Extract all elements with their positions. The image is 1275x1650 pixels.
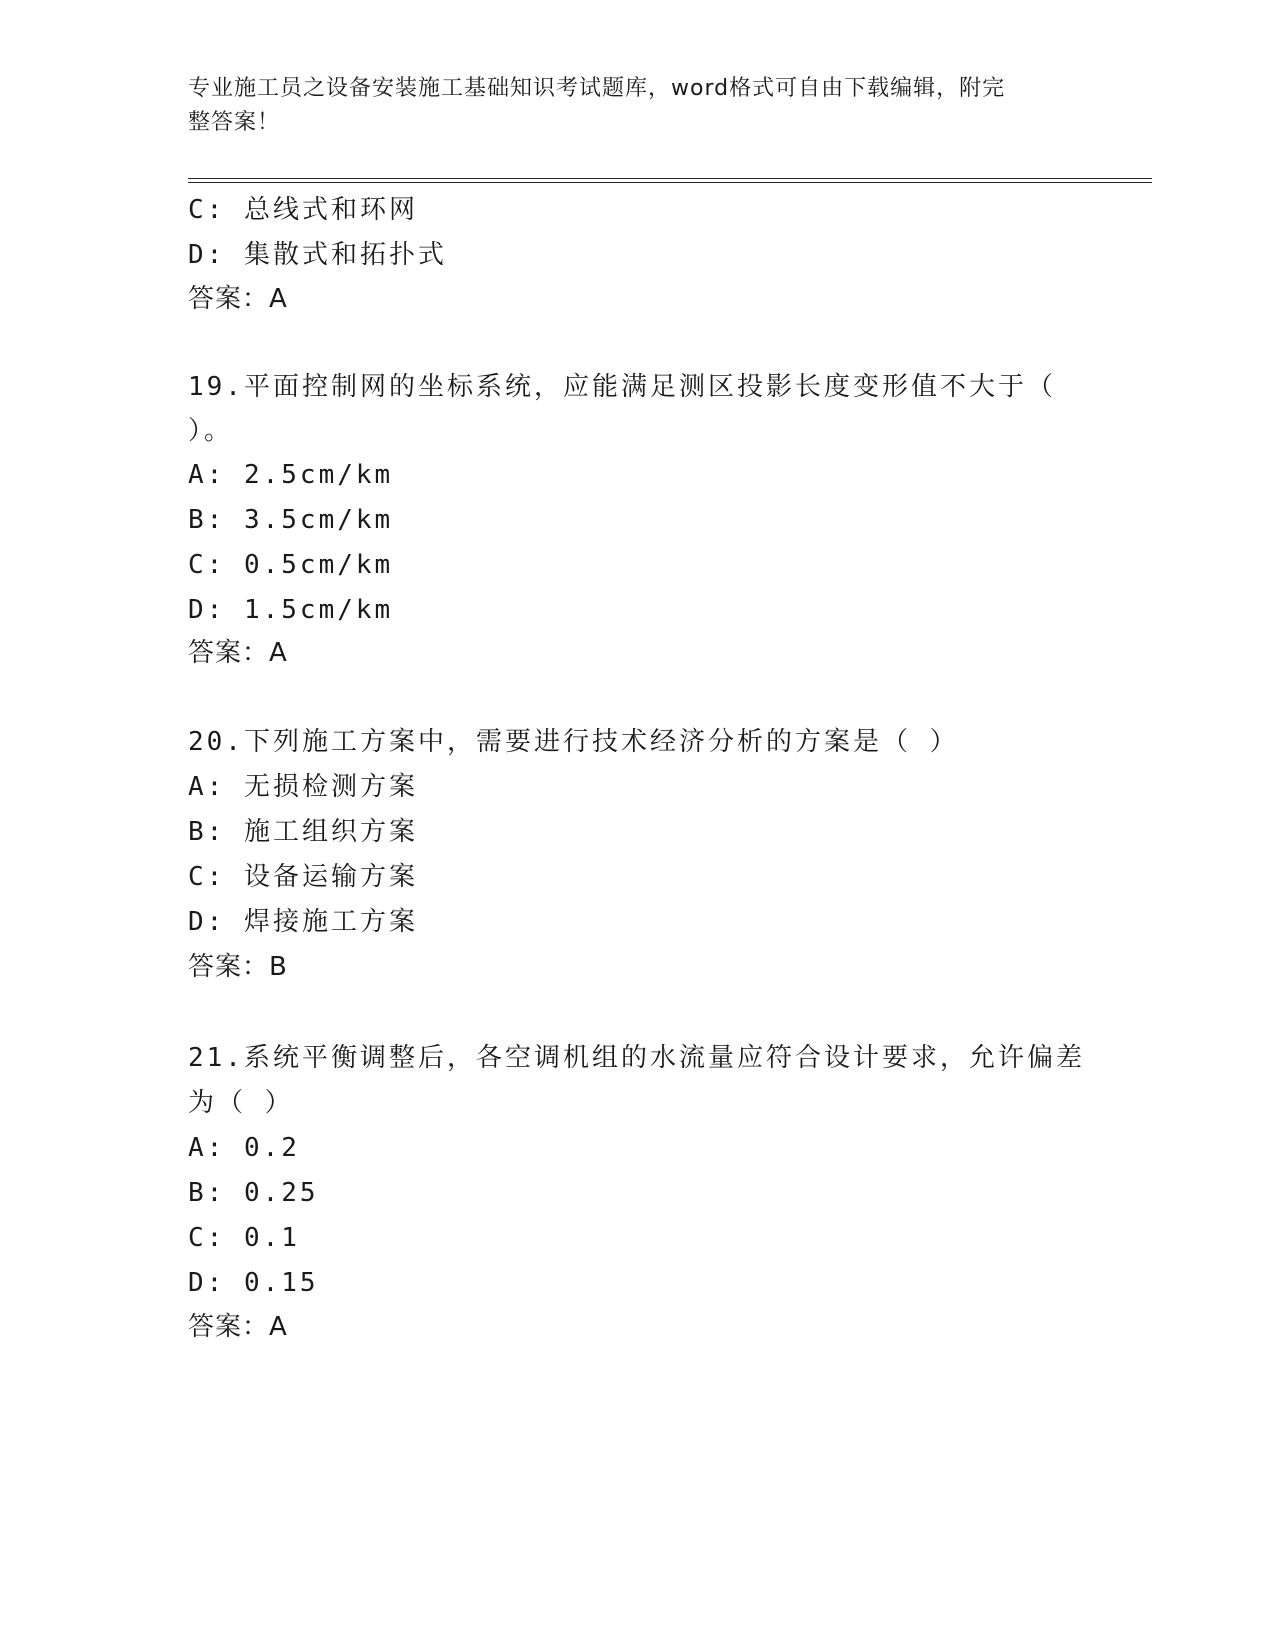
q20-option-d: D: 焊接施工方案: [188, 907, 418, 937]
q19-option-a: A: 2.5cm/km: [188, 460, 394, 490]
q19-option-d: D: 1.5cm/km: [188, 595, 394, 625]
prev-answer: 答案：A: [188, 284, 288, 314]
q21-option-a: A: 0.2: [188, 1133, 300, 1163]
q19-option-c: C: 0.5cm/km: [188, 550, 394, 580]
q20-option-c: C: 设备运输方案: [188, 862, 418, 892]
q19-stem-line-1: 19.平面控制网的坐标系统，应能满足测区投影长度变形值不大于（: [188, 372, 1056, 402]
q21-stem-line-1: 21.系统平衡调整后，各空调机组的水流量应符合设计要求，允许偏差: [188, 1043, 1085, 1073]
header-divider-top: [188, 178, 1152, 179]
q19-stem-line-2: ）。: [188, 416, 234, 446]
q19-answer: 答案：A: [188, 638, 288, 668]
q21-answer: 答案：A: [188, 1312, 288, 1342]
q20-answer: 答案：B: [188, 952, 288, 982]
q20-option-a: A: 无损检测方案: [188, 772, 418, 802]
q20-option-b: B: 施工组织方案: [188, 817, 418, 847]
q21-stem-line-2: 为（ ）: [188, 1088, 294, 1118]
q21-option-d: D: 0.15: [188, 1268, 319, 1298]
q20-stem-line-1: 20.下列施工方案中，需要进行技术经济分析的方案是（ ）: [188, 727, 959, 757]
header-line-2: 整答案！: [188, 110, 281, 135]
q21-option-c: C: 0.1: [188, 1223, 300, 1253]
prev-option-d: D: 集散式和拓扑式: [188, 240, 447, 270]
document-header: [188, 72, 1068, 140]
header-line-1: 专业施工员之设备安装施工基础知识考试题库，word格式可自由下载编辑，附完: [188, 76, 1006, 101]
prev-option-c: C: 总线式和环网: [188, 195, 418, 225]
q19-option-b: B: 3.5cm/km: [188, 505, 394, 535]
q21-option-b: B: 0.25: [188, 1178, 319, 1208]
header-divider-bottom: [188, 182, 1152, 183]
